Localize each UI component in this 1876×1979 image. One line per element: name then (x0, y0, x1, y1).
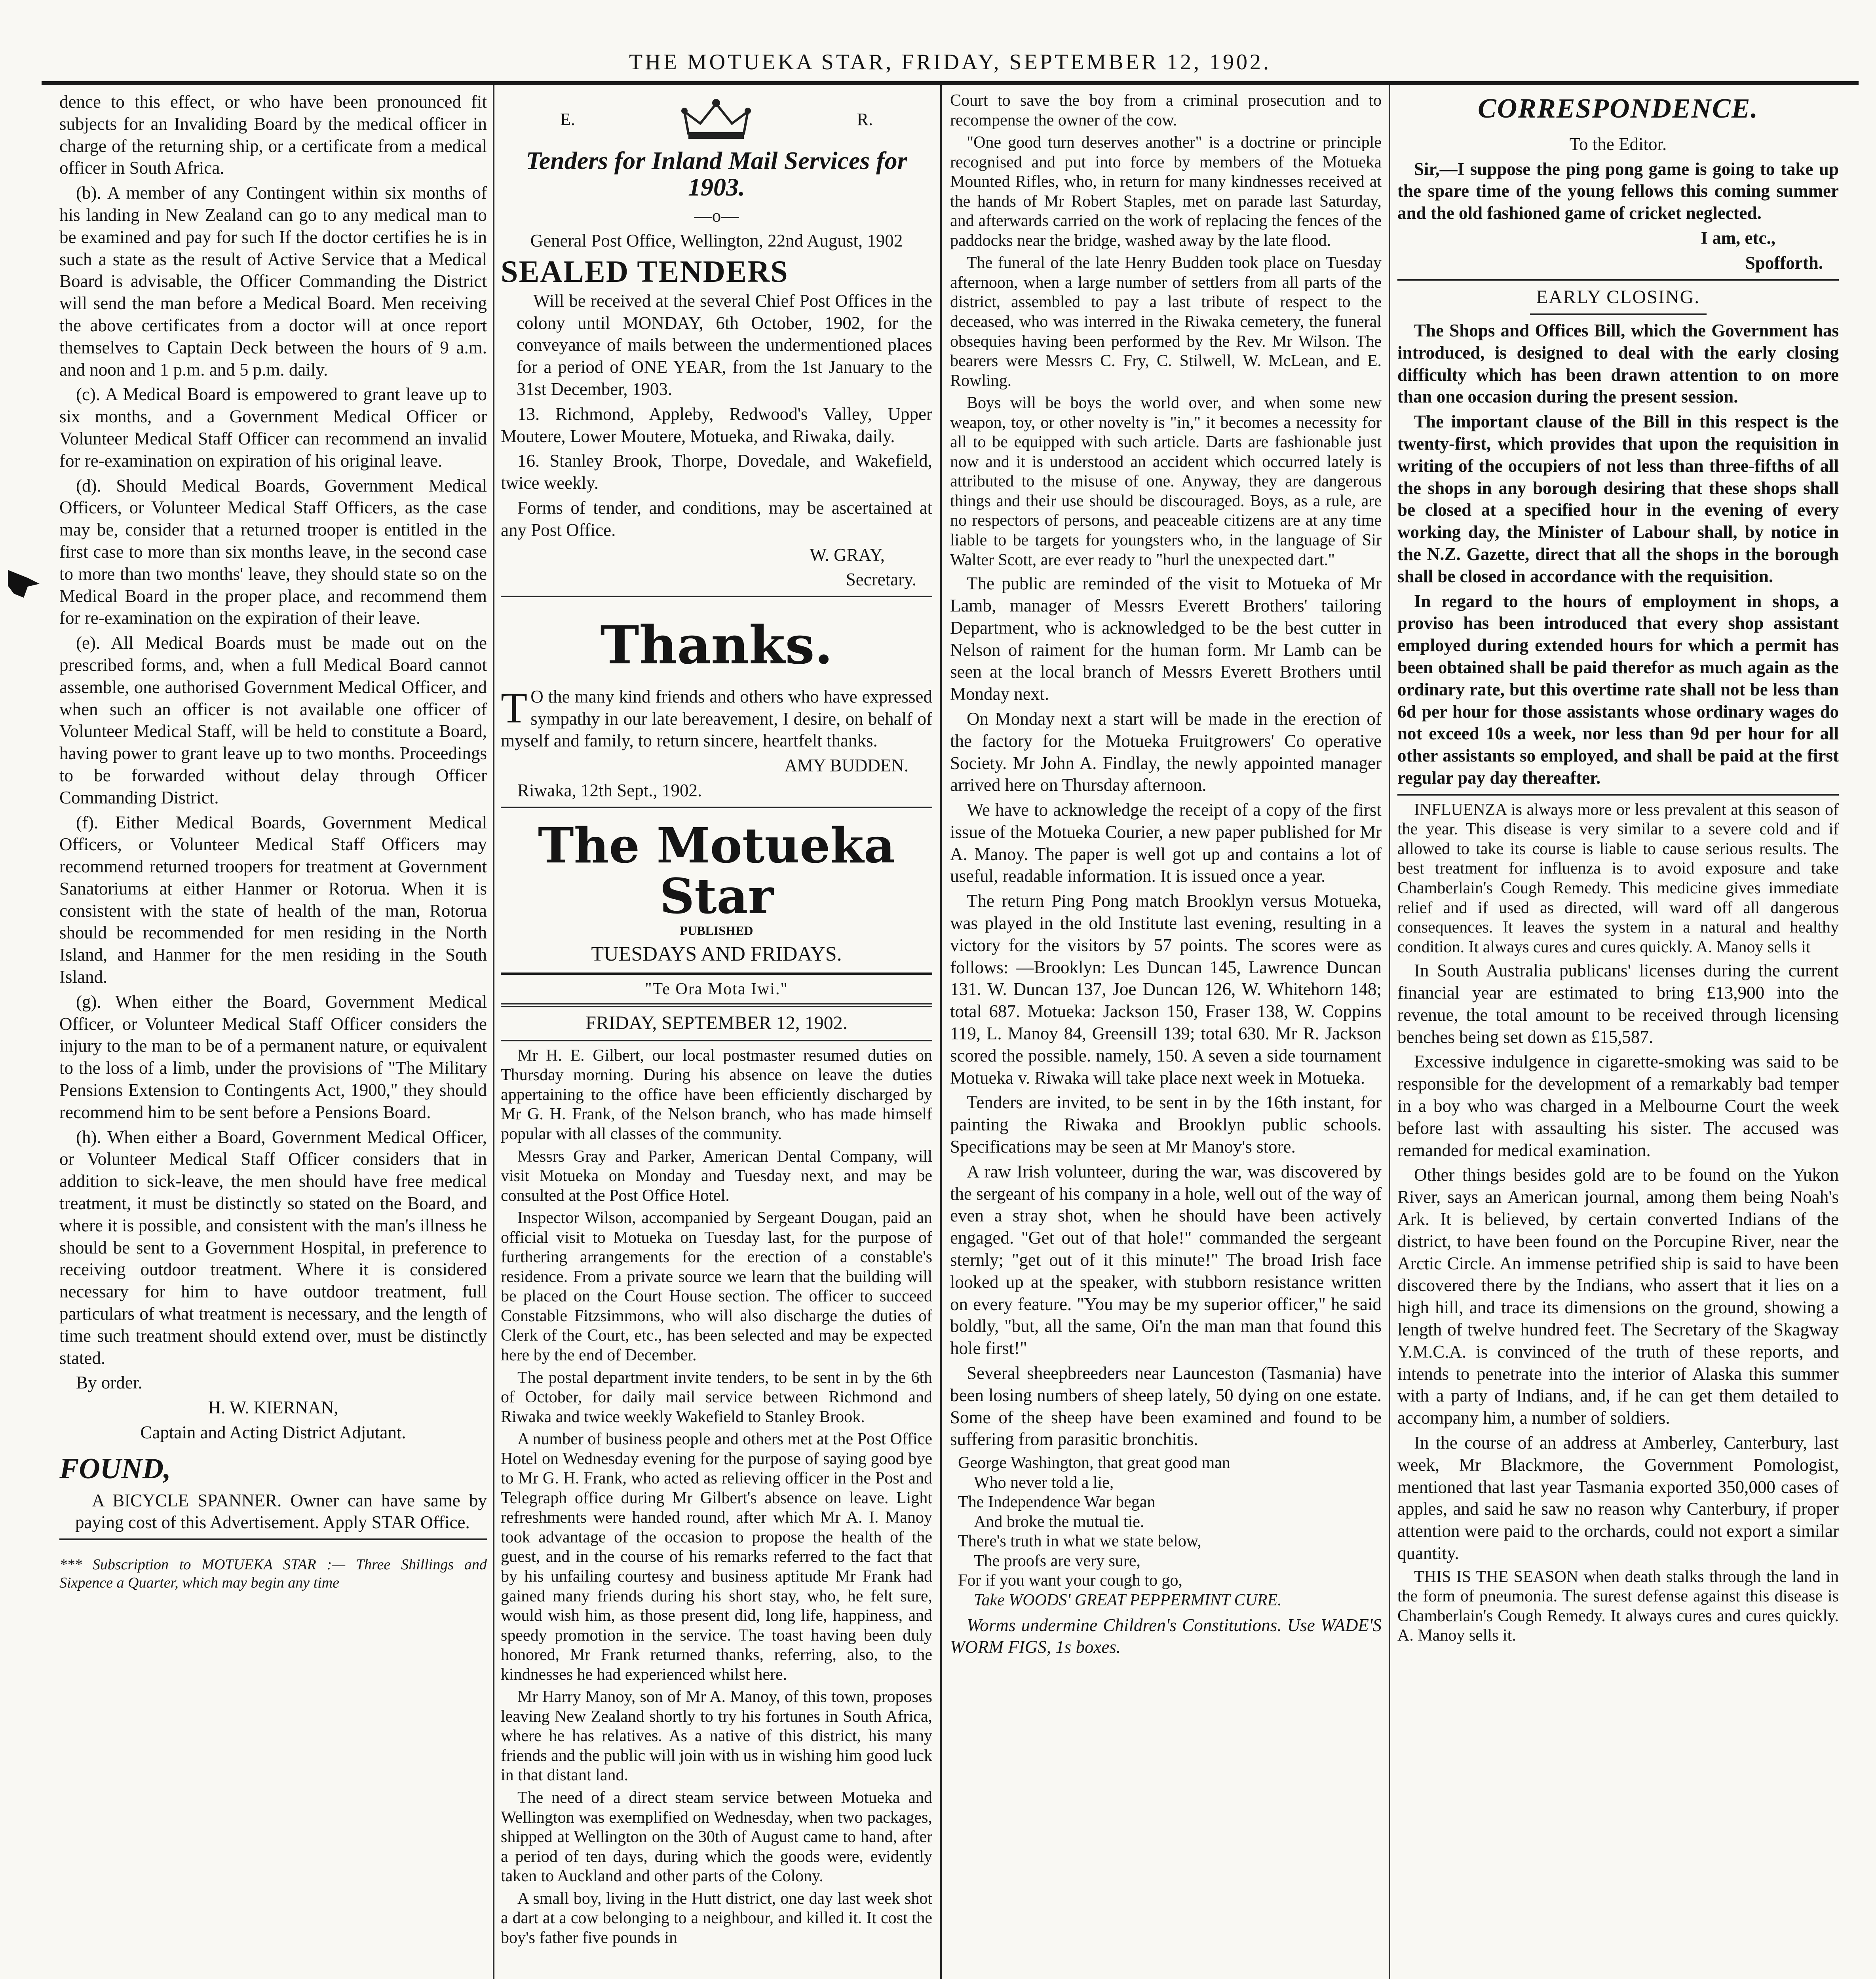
divider (1397, 794, 1839, 796)
news-item: Mr Harry Manoy, son of Mr A. Manoy, of this town, proposes leaving New Zealand shortly to try his fortunes in South Africa, where he has relatives. As a native of this district, his many friends and the public will join with us in wishing him good luck in that distant land. (501, 1688, 932, 1785)
article-paragraph: The Shops and Offices Bill, which the Government has introduced, is designed to deal with the early closing difficulty which has been drawn attention to on more than one occasion during the present session. (1397, 321, 1839, 407)
tender-forms: Forms of tender, and conditions, may be ascertained at any Post Office. (501, 498, 932, 540)
verse-line: For if you want your cough to go, (958, 1571, 1182, 1590)
article-paragraph: (h). When either a Board, Government Medical Officer, or Volunteer Medical Staff Officer considers that in addition to sick-leave, the men should have free medical treatment, it must be distinctly so stated on the Board, and where it is possible, and consistent with the man's illness he should be sent to a Government Hospital, in preference to receiving outdoor treatment. Where it is considered necessary for him to have outdoor treatment, full particulars of what treatment is necessary, and the length of time such treatment should extend over, must be distinctly stated. (59, 1127, 487, 1368)
verse-line: The Independence War began (958, 1493, 1156, 1512)
royal-crest (501, 96, 932, 143)
news-item: The return Ping Pong match Brooklyn versus Motueka, was played in the old Institute last evening, resulting in a victory for the visitors by 57 points. The scores were as follows: —Brooklyn: Les Duncan 145, Lawrence Duncan 131. W. Duncan 137, Joe Duncan 126, W. Whitehorn 148; total 687. Motueka: Jackson 150, Fraser 138, W. Coppins 119, L. Manoy 84, Greensill 139; total 630. Mr R. Jackson scored the possible. namely, 150. A seven a side tournament Motueka v. Riwaka will take place next week in Motueka. (950, 891, 1382, 1088)
article-paragraph: The important clause of the Bill in this respect is the twenty-first, which provides that upon the requisition in writing of the occupiers of not less than three-fifths of all the shops in any borough desiring that these shops shall be closed at a specified hour in the evening of every working day, the Minister of Labour shall, by notice in the N.Z. Gazette, direct that all the shops in the borough shall be closed in accordance with the requisition. (1397, 412, 1839, 586)
thanks-name: AMY BUDDEN. (784, 756, 909, 776)
tender-title: Tenders for Inland Mail Services for 1903. (526, 146, 907, 201)
column-rule (1389, 85, 1390, 1979)
verse-line: Who never told a lie, (974, 1473, 1114, 1492)
tender-signer: W. GRAY, (810, 545, 885, 565)
verse-line: There's truth in what we state below, (958, 1532, 1201, 1551)
article-paragraph: (d). Should Medical Boards, Government Medical Officers, or Volunteer Medical Staff Officers, as the case may be, consider that a returned trooper is entitled in the first case to more than six months leave, in the second case to more than two months' leave, they should state so on the Medical Board in the proper place, and recommend them for re-examination on the expiration of their leave. (59, 475, 487, 628)
crest-letter-e: E. (560, 109, 575, 129)
masthead: THE MOTUEKA STAR, FRIDAY, SEPTEMBER 12, 1902. (629, 50, 1272, 74)
published-label: PUBLISHED (680, 923, 753, 938)
found-notice: A BICYCLE SPANNER. Owner can have same by paying cost of this Advertisement. Apply STAR Office. (75, 1490, 487, 1533)
correspondence-heading: CORRESPONDENCE. (1478, 93, 1758, 124)
signer-rank: Captain and Acting District Adjutant. (140, 1423, 406, 1443)
pointing-hand-icon (6, 562, 42, 606)
verse-line: George Washington, that great good man (958, 1454, 1230, 1472)
news-item: In South Australia publicans' licenses during the current financial year are estimated to bring £13,900 into the revenue, the total amount to be received through licensing benches being set down as £15,587. (1397, 961, 1839, 1047)
news-item: Boys will be boys the world over, and when some new weapon, toy, or other novelty is "in," it becomes a necessity for all to be equipped with such article. Darts are fashionable just now and it is understood an accident which occurred lately is attributed to the misuse of one. Anyway, they are dangerous things and their use should be discouraged. Boys, as a rule, are no respectors of persons, and peaceable citizens are at any time liable to be targets for youngsters who, in the language of Sir Walter Scott, are ever ready to "hurl the unexpected dart." (950, 394, 1382, 569)
found-heading: FOUND, (59, 1452, 171, 1485)
news-item: Excessive indulgence in cigarette-smoking was said to be responsible for the development of a remarkably bad temper in a boy who was charged in a Melbourne Court the week before last with assaulting his sister. The accused was remanded for medical examination. (1397, 1052, 1839, 1160)
divider (501, 971, 932, 975)
early-closing-heading: EARLY CLOSING. (1536, 286, 1700, 308)
pneumonia-ad: THIS IS THE SEASON when death stalks through the land in the form of pneumonia. The surest defense against this disease is Chamberlain's Cough Remedy. It always cures and cures quickly. A. Manoy sells it. (1397, 1567, 1839, 1645)
divider (501, 1040, 932, 1041)
news-item: The funeral of the late Henry Budden took place on Tuesday afternoon, when a large number of settlers from all parts of the district, assembled to pay a last tribute of respect to the deceased, who was interred in the Riwaka cemetery, the funeral obsequies having been performed by the Rev. Mr Wilson. The bearers were Messrs C. Fry, C. Stilwell, W. McLean, and E. Rowling. (950, 254, 1382, 390)
mail-route: 16. Stanley Brook, Thorpe, Dovedale, and Wakefield, twice weekly. (501, 451, 932, 493)
publishing-days: TUESDAYS AND FRIDAYS. (591, 942, 842, 965)
column-rule (940, 85, 942, 1979)
news-item: The public are reminded of the visit to Motueka of Mr Lamb, manager of Messrs Everett Brothers' tailoring Department, who is acknowledged to be the best cutter in Nelson of raiment for the human form. Mr Lamb can be seen at the local branch of Messrs Everett Brothers until Monday next. (950, 574, 1382, 704)
column-4 (1397, 91, 1839, 1979)
news-item: Inspector Wilson, accompanied by Sergeant Dougan, paid an official visit to Motueka on Tuesday last, for the purpose of furthering arrangements for the erection of a constable's residence. From a private source we learn that the building will be placed on the Court House section. The officer to succeed Constable Fitzsimmons, who will also discharge the duties of Clerk of the Court, etc., has been selected and may be expected here by the end of December. (501, 1209, 932, 1364)
crown-crest-icon (673, 96, 760, 143)
divider (501, 807, 932, 808)
news-item: In the course of an address at Amberley, Canterbury, last week, Mr Blackmore, the Government Pomologist, mentioned that last year Tasmania exported 350,000 cases of apples, and said he saw no reason why Canterbury, if proper attention were paid to the orchards, could not export a similar quantity. (1397, 1432, 1839, 1563)
letter-text: Sir,—I suppose the ping pong game is going to take up the spare time of the young fellows this coming summer and the old fashioned game of cricket neglected. (1397, 159, 1839, 223)
header-rule (42, 81, 1859, 85)
news-item: The postal department invite tenders, to be sent in by the 6th of October, for daily mail service between Richmond and Riwaka and twice weekly Wakefield to Stanley Brook. (501, 1368, 932, 1426)
news-item: Mr H. E. Gilbert, our local postmaster resumed duties on Thursday morning. During his absence on leave the duties appertaining to the office have been efficiently discharged by Mr G. H. Frank, of the Nelson branch, who has made himself popular with all classes of the community. (501, 1046, 932, 1143)
paper-nameplate: The Motueka Star (538, 817, 895, 925)
article-paragraph: (f). Either Medical Boards, Government Medical Officers, or Volunteer Medical Staff Officers may recommend returned troopers for treatment at Government Sanatoriums at either Hanmer or Rotorua. When it is consistent with the state of health of the man, Rotorua should be recommended for men residing in the North Island, and Hanmer for the men residing in the South Island. (59, 812, 487, 987)
column-rule (493, 85, 494, 1979)
news-item: A small boy, living in the Hutt district, one day last week shot a dart at a cow belonging to a neighbour, and killed it. It cost the boy's father five pounds in (501, 1889, 932, 1947)
article-paragraph: (b). A member of any Contingent within six months of his landing in New Zealand can go to any medical man to be examined and pay for such If the doctor certifies he is in such a state as the result of Active Service that a Medical Board is advisable, the Officer Commanding the District will send the man before a Medical Board. Men receiving the above certificates from a doctor will at once report themselves to Captain Deck between the hours of 9 a.m. and noon and 1 p.m. and 5 p.m. daily. (59, 183, 487, 380)
crest-letter-r: R. (857, 109, 873, 129)
news-item: Court to save the boy from a criminal prosecution and to recompense the owner of the cow. (950, 91, 1382, 129)
news-item: We have to acknowledge the receipt of a copy of the first issue of the Motueka Courier, a new paper published for Mr A. Manoy. The paper is well got up and contains a lot of useful, readable information. It is issued once a year. (950, 800, 1382, 886)
thanks-text: O the many kind friends and others who have expressed sympathy in our late bereavement, I desire, on behalf of myself and family, to return sincere, heartfelt thanks. (501, 686, 932, 751)
news-item: Messrs Gray and Parker, American Dental Company, will visit Motueka on Monday and Tuesday next, and may be consulted at the Post Office Hotel. (501, 1147, 932, 1205)
article-paragraph: (e). All Medical Boards must be made out on the prescribed forms, and, when a full Medical Board cannot assemble, one authorised Government Medical Officer, and when such an officer is not available one officer of Volunteer Medical Staff, will be held to constitute a Board, having power to grant leave up to two months. Proceedings to be forwarded without delay through Officer Commanding District. (59, 633, 487, 807)
letter-close: I am, etc., (1701, 228, 1775, 248)
verse-line: And broke the mutual tie. (974, 1512, 1144, 1531)
thanks-heading: Thanks. (600, 615, 833, 676)
news-item: The need of a direct steam service between Motueka and Wellington was exemplified on Wednesday, when two packages, shipped at Wellington on the 30th of August came to hand, after a period of ten days, during which the goods were, evidently taken to Auckland and other parts of the Colony. (501, 1789, 932, 1886)
by-order: By order. (76, 1373, 143, 1393)
divider (501, 1003, 932, 1007)
paper-motto: "Te Ora Mota Iwi." (645, 980, 788, 999)
letter-signature: Spofforth. (1745, 253, 1823, 273)
verse-line: Take WOODS' GREAT PEPPERMINT CURE. (974, 1591, 1282, 1610)
divider (59, 1538, 487, 1540)
sealed-tenders-heading: SEALED TENDERS (501, 254, 789, 289)
news-item: On Monday next a start will be made in the erection of the factory for the Motueka Fruitgrowers' Co operative Society. Mr John A. Findlay, the newly appointed manager arrived here on Thursday afternoon. (950, 708, 1382, 795)
issue-dateline: FRIDAY, SEPTEMBER 12, 1902. (585, 1012, 848, 1034)
signer-name: H. W. KIERNAN, (208, 1398, 338, 1418)
worm-figs-ad: Worms undermine Children's Constitutions. Use WADE'S WORM FIGS, 1s boxes. (950, 1615, 1382, 1657)
column-1 (59, 91, 487, 1979)
article-paragraph: dence to this effect, or who have been pronounced fit subjects for an Invaliding Board by the medical officer in charge of the returning ship, or a certificate from a medical officer in South Africa. (59, 92, 487, 178)
divider (1530, 313, 1707, 315)
column-3 (950, 91, 1382, 1979)
tender-text: Will be received at the several Chief Post Offices in the colony until MONDAY, 6th October, 1902, for the conveyance of mails between the undermentioned places for a period of ONE YEAR, from the 1st January to the 31st December, 1903. (517, 291, 932, 399)
divider-mark: —o— (694, 206, 739, 226)
news-item: A number of business people and others met at the Post Office Hotel on Wednesday evening for the purpose of saying good bye to Mr G. H. Frank, who acted as relieving officer in the Post and Telegraph office during Mr Gilbert's absence on leave. Light refreshments were handed round, after which Mr A. I. Manoy took advantage of the occasion to propose the health of the guest, and in the course of his remarks referred to the fact that by his unfailing courtesy and business aptitude Mr Frank had gained many friends during his short stay, who, he felt sure, would wish him, as those present did, long life, happiness, and speedy promotion in the service. The toast having been duly honored, Mr Frank returned thanks, referring, also, to the kindnesses he had experienced whilst here. (501, 1430, 932, 1684)
divider (1397, 279, 1839, 281)
drop-cap: T (501, 683, 528, 732)
cough-cure-verse (950, 1453, 1382, 1610)
news-item: Other things besides gold are to be found on the Yukon River, says an American journal, among them being Noah's Ark. It is believed, by certain converted Indians of the district, to have been found on the Porcupine River, near the Arctic Circle. An immense petrified ship is said to have been discovered there by the Indians, who assert that it lies on a high hill, and trace its dimensions on the ground, showing a length of twelve hundred feet. The Secretary of the Skagway Y.M.C.A. is convinced of the truth of these reports, and intends to penetrate into the interior of Alaska this summer with a party of Indians, and, if he can get them detailed to accompany him, a number of soldiers. (1397, 1165, 1839, 1428)
to-editor: To the Editor. (1569, 134, 1667, 154)
article-paragraph: In regard to the hours of employment in shops, a proviso has been introduced that every shop assistant employed during extended hours for which a permit has been obtained shall be paid therefor as much again as the ordinary rate, but this overtime rate shall not be less than 6d per hour for those assistants whose ordinary wages do not exceed 10s a week, nor less than 9d per hour for all other assistants so employed, and shall be paid at the first regular pay day thereafter. (1397, 591, 1839, 788)
verse-line: The proofs are very sure, (974, 1552, 1140, 1570)
divider (501, 596, 932, 597)
column-2 (501, 91, 932, 1979)
news-item: A raw Irish volunteer, during the war, was discovered by the sergeant of his company in a hole, well out of the way of even a stray shot, when he should have been actively engaged. "Get out of that hole!" commanded the sergeant sternly; "get out of it this minute!" The broad Irish face looked up at the speaker, with stubborn resistance written on every feature. "You may be my superior officer," he said boldly, "but, all the same, Oi'n the man man that found this hole first!" (950, 1161, 1382, 1358)
news-item: Several sheepbreeders near Launceston (Tasmania) have been losing numbers of sheep lately, 50 dying on one estate. Some of the sheep have been examined and found to be suffering from parasitic bronchitis. (950, 1363, 1382, 1449)
thanks-date: Riwaka, 12th Sept., 1902. (517, 781, 702, 801)
influenza-ad: INFLUENZA is always more or less prevalent at this season of the year. This disease is very similar to a severe cold and if allowed to take its course is liable to cause serious results. The best treatment for influenza is to avoid exposure and take Chamberlain's Cough Remedy. This medicine gives immediate relief and if used as directed, will ward off all dangerous consequences. It leaves the system in a natural and healthy condition. It always cures and cures quickly. A. Manoy sells it (1397, 800, 1839, 956)
article-paragraph: (g). When either the Board, Government Medical Officer, or Volunteer Medical Staff Officer considers the injury to the man to be of a permanent nature, or equivalent to the loss of a limb, under the provisions of "The Military Pensions Extension to Contingents Act, 1900," they should recommend him to be sent before a Pensions Board. (59, 991, 487, 1122)
tender-signer-title: Secretary. (846, 570, 916, 590)
news-item: Tenders are invited, to be sent in by the 16th instant, for painting the Riwaka and Brooklyn public schools. Specifications may be seen at Mr Manoy's store. (950, 1092, 1382, 1157)
subscription-notice: *** Subscription to MOTUEKA STAR :— Three Shillings and Sixpence a Quarter, which may begin any time (59, 1556, 487, 1591)
news-item: "One good turn deserves another" is a doctrine or principle recognised and put into force by members of the Motueka Mounted Rifles, who, in return for many kindnesses received at the hands of Mr Robert Staples, met on parade last Saturday, and afterwards carried on the work of replacing the fences of the paddocks near the bridge, washed away by the late flood. (950, 133, 1382, 250)
mail-route: 13. Richmond, Appleby, Redwood's Valley, Upper Moutere, Lower Moutere, Motueka, and Riwaka, daily. (501, 404, 932, 446)
tender-dateline: General Post Office, Wellington, 22nd August, 1902 (530, 231, 903, 251)
article-paragraph: (c). A Medical Board is empowered to grant leave up to six months, and a Government Medical Officer or Volunteer Medical Staff Officer can recommend an invalid for re-examination on expiration of his original leave. (59, 384, 487, 471)
